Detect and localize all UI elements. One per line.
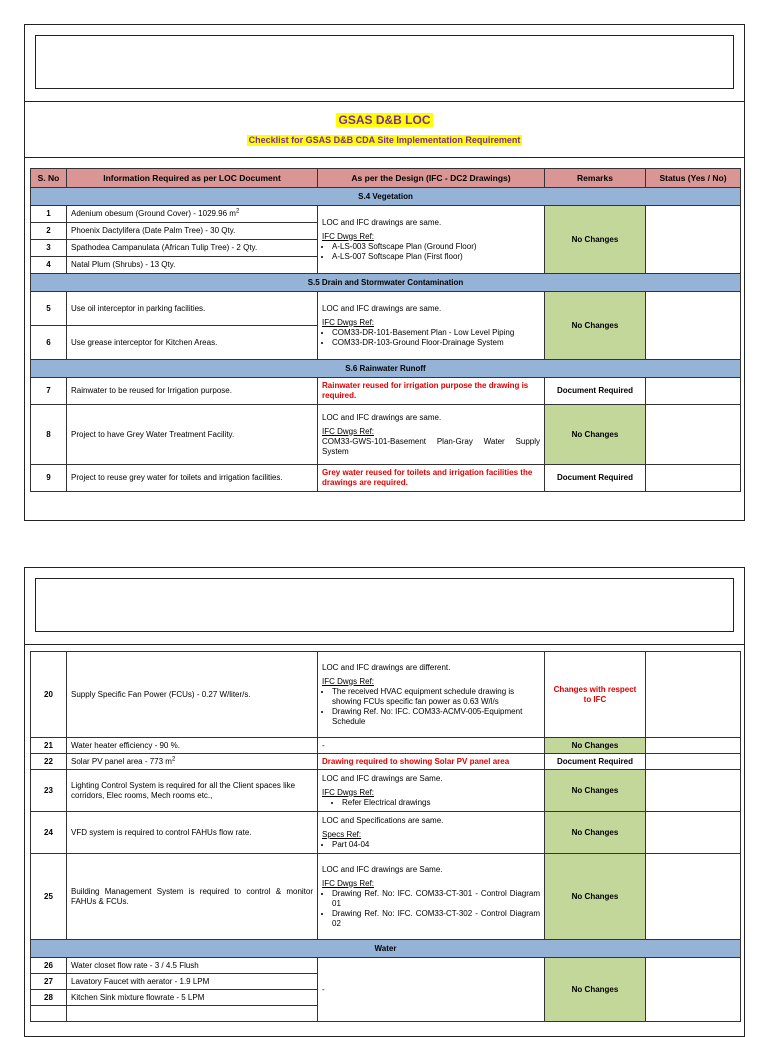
info-cell: Natal Plum (Shrubs) - 13 Qty. bbox=[67, 257, 318, 274]
status-cell bbox=[646, 854, 741, 940]
row-number: 28 bbox=[31, 990, 67, 1006]
info-cell: Spathodea Campanulata (African Tulip Tree) - 2 Qty. bbox=[67, 240, 318, 257]
remarks-cell: Document Required bbox=[545, 378, 646, 405]
info-cell: Building Management System is required to control & monitor FAHUs & FCUs. bbox=[67, 854, 318, 940]
design-cell: LOC and Specifications are same. Specs Ref: • Part 04-04 bbox=[318, 812, 545, 854]
row-number: 3 bbox=[31, 240, 67, 257]
remarks-cell: Document Required bbox=[545, 465, 646, 492]
table-row bbox=[31, 958, 741, 974]
document-subtitle: Checklist for GSAS D&B CDA Site Implementation Requirement bbox=[248, 135, 521, 145]
row-number: 23 bbox=[31, 770, 67, 812]
header-box bbox=[35, 35, 734, 89]
status-cell bbox=[646, 754, 741, 770]
info-cell: Supply Specific Fan Power (FCUs) - 0.27 W/liter/s. bbox=[67, 652, 318, 738]
remarks-cell: No Changes bbox=[545, 292, 646, 360]
info-cell: Project to have Grey Water Treatment Facility. bbox=[67, 405, 318, 465]
section-heading: S.5 Drain and Stormwater Contamination bbox=[31, 274, 741, 292]
remarks-cell: Changes with respect to IFC bbox=[545, 652, 646, 738]
row-number: 22 bbox=[31, 754, 67, 770]
row-number: 7 bbox=[31, 378, 67, 405]
info-cell: Adenium obesum (Ground Cover) - 1029.96 $m^2$ bbox=[67, 206, 318, 223]
row-number: 8 bbox=[31, 405, 67, 465]
design-cell: LOC and IFC drawings are same. IFC Dwgs Ref: • COM33-DR-101-Basement Plan - Low Level Piping • COM33-DR-103-Ground Floor-Drainage System bbox=[318, 292, 545, 360]
row-number: 2 bbox=[31, 223, 67, 240]
row-number: 26 bbox=[31, 958, 67, 974]
header-info: Information Required as per LOC Document bbox=[67, 169, 318, 188]
info-cell: Use oil interceptor in parking facilities. bbox=[67, 292, 318, 326]
table-row bbox=[31, 854, 741, 940]
row-number: 24 bbox=[31, 812, 67, 854]
design-cell: LOC and IFC drawings are Same. IFC Dwgs Ref: • Refer Electrical drawings bbox=[318, 770, 545, 812]
design-cell: Rainwater reused for irrigation purpose the drawing is required. bbox=[318, 378, 545, 405]
divider bbox=[25, 101, 744, 102]
info-cell: Lavatory Faucet with aerator - 1.9 LPM bbox=[67, 974, 318, 990]
status-cell bbox=[646, 770, 741, 812]
info-cell: Solar PV panel area - 773 $m^2$ bbox=[67, 754, 318, 770]
info-cell: Use grease interceptor for Kitchen Areas. bbox=[67, 326, 318, 360]
remarks-cell: No Changes bbox=[545, 738, 646, 754]
row-number: 20 bbox=[31, 652, 67, 738]
header-design: As per the Design (IFC - DC2 Drawings) bbox=[318, 169, 545, 188]
remarks-cell: No Changes bbox=[545, 958, 646, 1022]
info-cell: Phoenix Dactylifera (Date Palm Tree) - 30 Qty. bbox=[67, 223, 318, 240]
header-sno: S. No bbox=[31, 169, 67, 188]
document-page-2 bbox=[24, 567, 745, 1037]
document-page-1 bbox=[24, 24, 745, 521]
divider bbox=[25, 157, 744, 158]
status-cell bbox=[646, 812, 741, 854]
row-number: 4 bbox=[31, 257, 67, 274]
status-cell bbox=[646, 738, 741, 754]
table-row bbox=[31, 405, 741, 465]
status-cell bbox=[646, 378, 741, 405]
table-row bbox=[31, 754, 741, 770]
status-cell bbox=[646, 206, 741, 274]
row-number: 6 bbox=[31, 326, 67, 360]
table-row bbox=[31, 770, 741, 812]
table-row bbox=[31, 206, 741, 223]
remarks-cell: No Changes bbox=[545, 854, 646, 940]
table-row bbox=[31, 378, 741, 405]
table-header-row bbox=[31, 169, 741, 188]
status-cell bbox=[646, 405, 741, 465]
document-title: GSAS D&B LOC bbox=[338, 113, 431, 127]
remarks-cell: No Changes bbox=[545, 405, 646, 465]
info-cell: Rainwater to be reused for Irrigation purpose. bbox=[67, 378, 318, 405]
remarks-cell: Document Required bbox=[545, 754, 646, 770]
info-cell: Kitchen Sink mixture flowrate - 5 LPM bbox=[67, 990, 318, 1006]
header-box bbox=[35, 578, 734, 632]
section-heading: Water bbox=[31, 940, 741, 958]
row-number: 21 bbox=[31, 738, 67, 754]
info-cell: Project to reuse grey water for toilets and irrigation facilities. bbox=[67, 465, 318, 492]
section-heading: S.6 Rainwater Runoff bbox=[31, 360, 741, 378]
design-cell: Grey water reused for toilets and irrigation facilities the drawings are required. bbox=[318, 465, 545, 492]
remarks-cell: No Changes bbox=[545, 206, 646, 274]
design-cell: LOC and IFC drawings are different. IFC Dwgs Ref: • The received HVAC equipment schedule drawing is showing FCUs specific fan power as 0.63 W/l/s • Drawing Ref. No: IFC. COM33-ACMV-005-Equipment Schedule bbox=[318, 652, 545, 738]
row-number: 9 bbox=[31, 465, 67, 492]
design-cell: LOC and IFC drawings are Same. IFC Dwgs Ref: • Drawing Ref. No: IFC. COM33-CT-301 - Control Diagram 01 • Drawing Ref. No: IFC. COM33-CT-302 - Control Diagram 02 bbox=[318, 854, 545, 940]
row-number: 5 bbox=[31, 292, 67, 326]
design-cell: Drawing required to showing Solar PV panel area bbox=[318, 754, 545, 770]
remarks-cell: No Changes bbox=[545, 770, 646, 812]
design-cell: LOC and IFC drawings are same. IFC Dwgs Ref: COM33-GWS-101-Basement Plan-Gray Water Supply System bbox=[318, 405, 545, 465]
info-cell bbox=[67, 1006, 318, 1022]
status-cell bbox=[646, 465, 741, 492]
design-cell: LOC and IFC drawings are same. IFC Dwgs Ref: • A-LS-003 Softscape Plan (Ground Floor) • A-LS-007 Softscape Plan (First floor) bbox=[318, 206, 545, 274]
status-cell bbox=[646, 292, 741, 360]
table-row bbox=[31, 292, 741, 326]
info-cell: VFD system is required to control FAHUs flow rate. bbox=[67, 812, 318, 854]
checklist-table-2 bbox=[30, 651, 741, 1022]
design-cell: - bbox=[318, 738, 545, 754]
remarks-cell: No Changes bbox=[545, 812, 646, 854]
info-cell: Water closet flow rate - 3 / 4.5 Flush bbox=[67, 958, 318, 974]
table-row bbox=[31, 812, 741, 854]
table-row bbox=[31, 465, 741, 492]
row-number: 25 bbox=[31, 854, 67, 940]
design-cell: - bbox=[318, 958, 545, 1022]
table-row bbox=[31, 738, 741, 754]
checklist-table-1 bbox=[30, 168, 741, 492]
status-cell bbox=[646, 652, 741, 738]
info-cell: Lighting Control System is required for all the Client spaces like corridors, Elec rooms, Mech rooms etc., bbox=[67, 770, 318, 812]
info-cell: Water heater efficiency - 90 %. bbox=[67, 738, 318, 754]
title-block bbox=[25, 111, 744, 148]
row-number: 27 bbox=[31, 974, 67, 990]
section-heading: S.4 Vegetation bbox=[31, 188, 741, 206]
row-number: 1 bbox=[31, 206, 67, 223]
row-number bbox=[31, 1006, 67, 1022]
header-status: Status (Yes / No) bbox=[646, 169, 741, 188]
table-row bbox=[31, 652, 741, 738]
divider bbox=[25, 644, 744, 645]
status-cell bbox=[646, 958, 741, 1022]
header-remarks: Remarks bbox=[545, 169, 646, 188]
